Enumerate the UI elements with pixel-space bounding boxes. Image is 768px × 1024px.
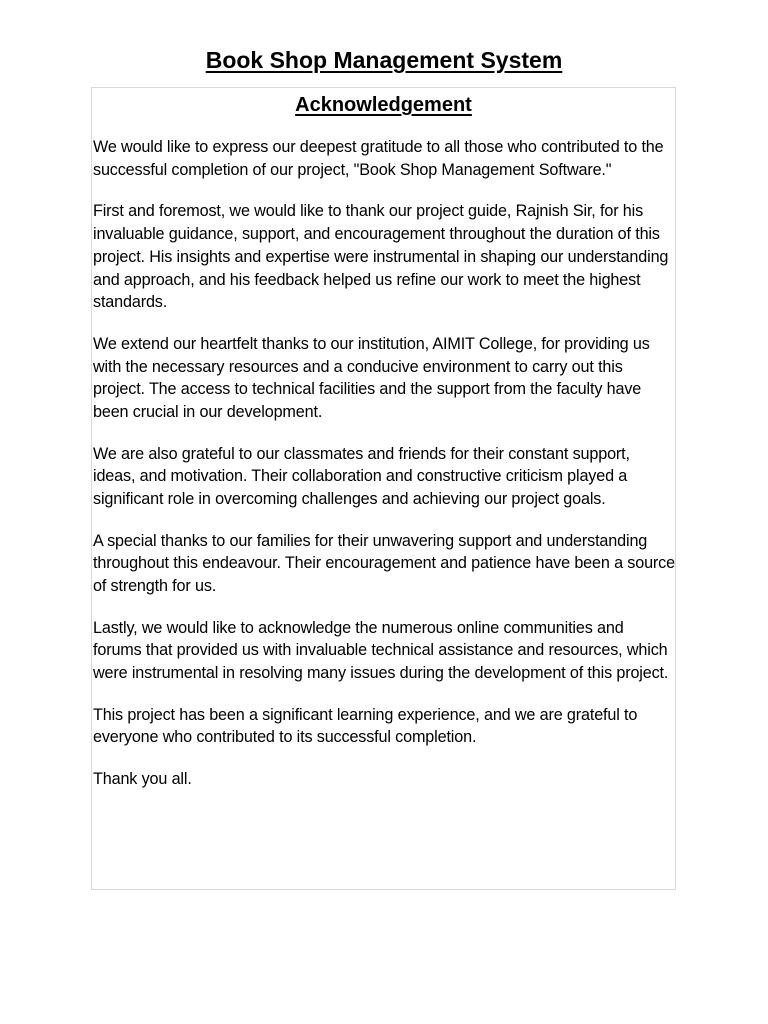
acknowledgement-body <box>92 120 675 790</box>
paragraph-thank-you: Thank you all. <box>93 769 192 788</box>
paragraph-institution: We extend our heartfelt thanks to our institution, AIMIT College, for providing us with the necessary resources and a conducive environment to carry out this project. The access to technical facilities and the support from the faculty have been crucial in our development. <box>93 334 650 422</box>
paragraph-families: A special thanks to our families for their unwavering support and understanding throughout this endeavour. Their encouragement and patience have been a source of strength for us. <box>93 531 675 596</box>
document-title: Book Shop Management System <box>205 47 563 73</box>
paragraph-online-communities: Lastly, we would like to acknowledge the numerous online communities and forums that provided us with invaluable technical assistance and resources, which were instrumental in resolving many issues during the development of this project. <box>93 618 669 683</box>
section-heading: Acknowledgement <box>295 94 472 116</box>
paragraph-gratitude: We would like to express our deepest gratitude to all those who contributed to the successful completion of our project, "Book Shop Management Software." <box>93 138 664 179</box>
paragraph-classmates: We are also grateful to our classmates and friends for their constant support, ideas, and motivation. Their collaboration and constructive criticism played a significant role in overcoming challenges and achieving our project goals. <box>93 444 630 509</box>
acknowledgement-box <box>91 87 676 890</box>
paragraph-project-guide: First and foremost, we would like to thank our project guide, Rajnish Sir, for his invaluable guidance, support, and encouragement throughout the duration of this project. His insights and expertise were instrumental in shaping our understanding and approach, and his feedback helped us refine our work to meet the highest standards. <box>93 202 669 312</box>
paragraph-learning-experience: This project has been a significant learning experience, and we are grateful to everyone who contributed to its successful completion. <box>93 705 638 747</box>
